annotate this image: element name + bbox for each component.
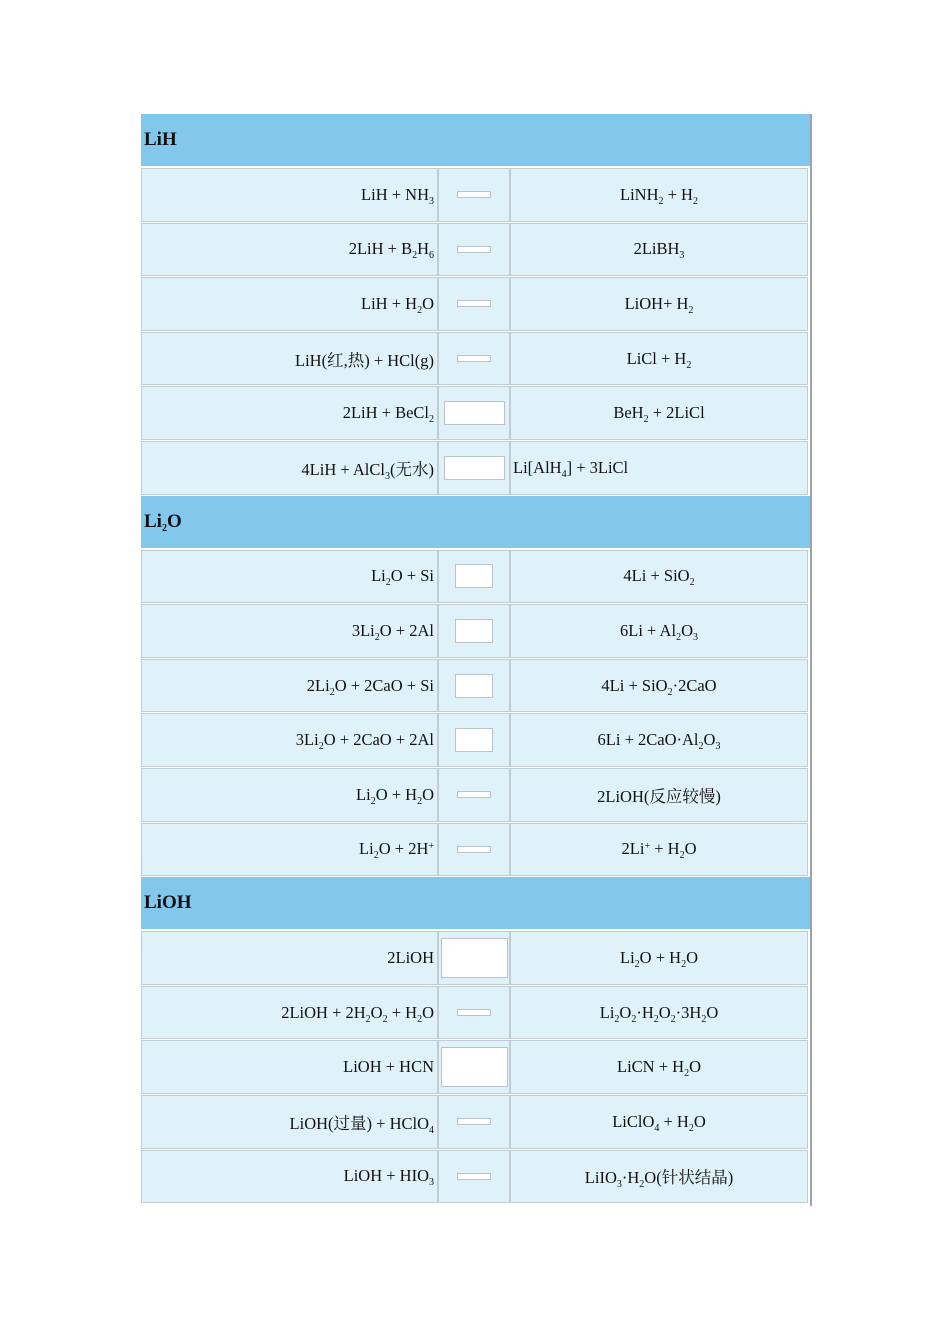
condition-cell: [438, 713, 510, 767]
section-title: LiH: [144, 129, 177, 150]
products-cell: [510, 441, 808, 495]
products-cell: [510, 277, 808, 331]
condition-cell: [438, 1150, 510, 1204]
section-header: [141, 114, 810, 168]
table-row: [141, 550, 810, 605]
condition-placeholder: [457, 300, 491, 307]
section-title: LiOH: [144, 892, 192, 914]
condition-cell: [438, 223, 510, 277]
condition-cell: [438, 1040, 510, 1094]
condition-cell: [438, 823, 510, 877]
products-cell: [510, 823, 808, 877]
condition-cell: [438, 931, 510, 985]
reactants-cell: [141, 659, 438, 713]
table-row: [141, 386, 810, 441]
products-cell: [510, 550, 808, 604]
reactants-cell: [141, 768, 438, 822]
condition-placeholder: [441, 1047, 508, 1087]
condition-placeholder: [455, 619, 493, 643]
condition-placeholder: [444, 401, 505, 425]
table-row: [141, 441, 810, 496]
reactants-cell: [141, 713, 438, 767]
products-cell: [510, 986, 808, 1040]
products-cell: [510, 768, 808, 822]
reaction-table: [141, 114, 812, 1206]
products-formula: BeH$_2$ + 2LiCl: [613, 403, 705, 426]
table-row: [141, 768, 810, 823]
condition-placeholder: [455, 564, 493, 588]
products-cell: [510, 168, 808, 222]
products-formula: $2Li^+ + H_2O$: [621, 839, 697, 862]
table-row: [141, 332, 810, 387]
reactants-cell: [141, 223, 438, 277]
products-formula: 4Li + SiO$_2$·2CaO: [601, 675, 717, 698]
reactants-formula: LiOH + $HIO_3$: [343, 1166, 434, 1189]
products-formula: LiClO$_4$ + $H_2O$: [612, 1111, 706, 1134]
reactants-formula: LiH(红,热) + HCl(g): [295, 350, 434, 370]
table-row: [141, 168, 810, 223]
table-row: [141, 1040, 810, 1095]
reactants-formula: $2Li_2O + 2CaO + Si$: [306, 675, 434, 698]
products-cell: [510, 1150, 808, 1204]
condition-placeholder: [457, 791, 491, 798]
reactants-formula: 2LiOH: [387, 947, 434, 967]
condition-placeholder: [457, 246, 491, 253]
reactants-formula: $2LiH + B_2H_6$: [348, 239, 434, 262]
products-cell: [510, 332, 808, 386]
table-row: [141, 604, 810, 659]
condition-placeholder: [457, 1009, 491, 1016]
reactants-cell: [141, 1150, 438, 1204]
products-cell: [510, 386, 808, 440]
products-cell: [510, 931, 808, 985]
reactants-formula: LiOH + HCN: [343, 1057, 434, 1077]
reactants-cell: [141, 441, 438, 495]
table-row: [141, 1095, 810, 1150]
reactants-cell: [141, 1040, 438, 1094]
products-cell: [510, 713, 808, 767]
reactants-formula: LiH + $NH_3$: [361, 184, 434, 207]
products-formula: LiCN + $H_2O$: [617, 1057, 701, 1080]
products-cell: [510, 604, 808, 658]
table-row: [141, 823, 810, 878]
products-formula: LiNH$_2$ + $H_2$: [620, 184, 698, 207]
condition-cell: [438, 277, 510, 331]
section-header: [141, 877, 810, 931]
reactants-formula: $3Li_2O + 2CaO + 2Al$: [295, 730, 434, 753]
condition-cell: [438, 604, 510, 658]
products-formula: 4Li + SiO$_2$: [623, 566, 695, 589]
products-formula: $Li_2O + H_2O$: [620, 947, 698, 970]
condition-cell: [438, 386, 510, 440]
reactants-cell: [141, 931, 438, 985]
products-formula: 2LiOH(反应较慢): [597, 786, 721, 806]
reactants-cell: [141, 550, 438, 604]
reactants-cell: [141, 986, 438, 1040]
condition-placeholder: [457, 846, 491, 853]
section-title: $Li_2O$: [144, 510, 182, 534]
condition-cell: [438, 986, 510, 1040]
condition-placeholder: [441, 938, 508, 978]
reactants-cell: [141, 823, 438, 877]
products-cell: [510, 1095, 808, 1149]
products-formula: $6Li + 2CaO\cdot Al_2O_3$: [597, 730, 721, 753]
products-formula: LiOH+ $H_2$: [624, 293, 694, 316]
section-header: [141, 496, 810, 550]
reactants-cell: [141, 1095, 438, 1149]
table-row: [141, 931, 810, 986]
table-row: [141, 713, 810, 768]
table-row: [141, 986, 810, 1041]
reactants-formula: LiH + $H_2O$: [361, 293, 434, 316]
reactants-cell: [141, 386, 438, 440]
reactants-cell: [141, 168, 438, 222]
table-row: [141, 223, 810, 278]
products-formula: Li[AlH$_4$] + 3LiCl: [513, 457, 629, 480]
condition-cell: [438, 550, 510, 604]
reactants-formula: 4LiH + AlCl$_3$(无水): [301, 459, 434, 482]
reactants-formula: LiOH(过量) + HClO$_4$: [289, 1113, 434, 1136]
condition-cell: [438, 332, 510, 386]
reactants-formula: $Li_2O + Si$: [371, 566, 434, 589]
reactants-formula: 2LiOH + $2H_2O_2 + H_2O$: [281, 1002, 434, 1025]
condition-cell: [438, 441, 510, 495]
products-formula: $LiIO_3\cdot H_2O$(针状结晶): [584, 1168, 734, 1191]
table-row: [141, 1150, 810, 1205]
products-formula: $6Li + Al_2O_3$: [620, 620, 698, 643]
reactants-formula: $Li_2O + H_2O$: [356, 784, 434, 807]
reactants-formula: 2LiH + BeCl$_2$: [342, 403, 434, 426]
condition-placeholder: [457, 1173, 491, 1180]
condition-cell: [438, 1095, 510, 1149]
table-row: [141, 659, 810, 714]
table-row: [141, 277, 810, 332]
products-cell: [510, 1040, 808, 1094]
products-formula: 2LiBH$_3$: [633, 239, 685, 262]
condition-cell: [438, 168, 510, 222]
products-cell: [510, 659, 808, 713]
condition-placeholder: [455, 728, 493, 752]
products-formula: $Li_2O_2\cdot H_2O_2\cdot 3H_2O$: [599, 1002, 719, 1025]
condition-cell: [438, 768, 510, 822]
reactants-cell: [141, 277, 438, 331]
condition-placeholder: [457, 191, 491, 198]
products-formula: LiCl + $H_2$: [626, 348, 692, 371]
reactants-formula: $3Li_2O + 2Al$: [351, 620, 434, 643]
condition-cell: [438, 659, 510, 713]
reactants-cell: [141, 604, 438, 658]
condition-placeholder: [444, 456, 505, 480]
condition-placeholder: [457, 355, 491, 362]
condition-placeholder: [457, 1118, 491, 1125]
condition-placeholder: [455, 674, 493, 698]
reactants-formula: $Li_2O + 2H^+$: [359, 839, 434, 862]
products-cell: [510, 223, 808, 277]
reactants-cell: [141, 332, 438, 386]
